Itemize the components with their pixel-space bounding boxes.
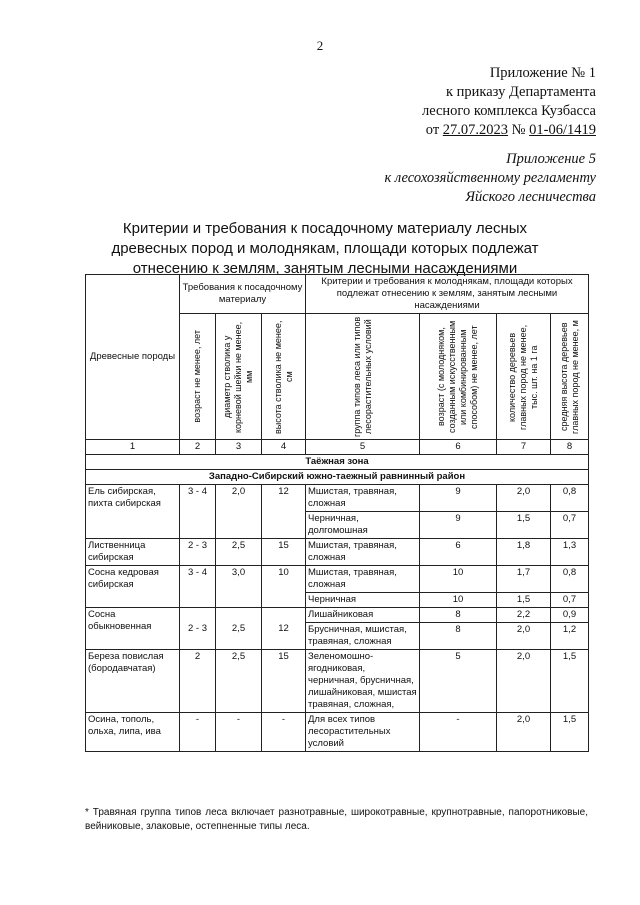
number-prefix: № — [508, 122, 530, 138]
header-avg-height: средняя высота деревьев главных пород не менее, м — [551, 314, 589, 440]
appendix-1-line1: Приложение № 1 — [489, 65, 596, 81]
table-row: Лиственница сибирская 2 - 3 2,5 15 Мшистая, травяная, сложная 6 1,8 1,3 — [86, 539, 589, 566]
header-tree-count: количество деревьев главных пород не менее, тыс. шт. на 1 га — [497, 314, 551, 440]
header-young-age: возраст (с молодняком, созданным искусственным или комбинированным способом) не менее, лет — [420, 314, 497, 440]
date-prefix: от — [425, 122, 443, 138]
table-row: Ель сибирская, пихта сибирская 3 - 4 2,0 12 Мшистая, травяная, сложная 9 2,0 0,8 — [86, 485, 589, 512]
column-numbers-row: 1 2 3 4 5 6 7 8 — [86, 440, 589, 455]
appendix-5-header — [384, 150, 596, 207]
table-row: Береза повислая (бородавчатая) 2 2,5 15 Зеленомошно-ягодниковая, черничная, брусничная, лишайниковая, мшистая травяная, сложная, 5 2,0 1,5 — [86, 650, 589, 713]
region-row: Западно-Сибирский южно-таежный равнинный район — [86, 470, 589, 485]
header-planting-material: Требования к посадочному материалу — [180, 275, 306, 314]
table-row: Осина, тополь, ольха, липа, ива - - - Для всех типов лесорастительных условий - 2,0 1,5 — [86, 713, 589, 752]
order-date: 27.07.2023 — [442, 122, 509, 138]
page-number: 2 — [316, 38, 324, 53]
order-number: 01-06/1419 — [529, 122, 596, 138]
title-line1: Критерии и требования к посадочному материалу лесных — [122, 220, 528, 237]
header-forest-type: группа типов леса или типов лесорастительных условий — [306, 314, 420, 440]
appendix-5-line1: Приложение 5 — [506, 151, 596, 167]
appendix-1-line3: лесного комплекса Кузбасса — [421, 103, 596, 119]
appendix-5-line2: к лесохозяйственному регламенту — [384, 170, 596, 186]
table-row: Сосна обыкновенная 2 - 3 2,5 12 Лишайниковая 8 2,2 0,9 — [86, 608, 589, 623]
header-height: высота стволика не менее, см — [262, 314, 306, 440]
zone-row: Таёжная зона — [86, 455, 589, 470]
table-row: Черничная 10 1,5 0,7 — [86, 593, 589, 608]
table-row: Брусничная, мшистая, травяная, сложная 8 2,0 1,2 — [86, 623, 589, 650]
appendix-1-line4 — [422, 121, 596, 140]
table-row: Сосна кедровая сибирская 3 - 4 3,0 10 Мшистая, травяная, сложная 10 1,7 0,8 — [86, 566, 589, 593]
appendix-1-line2: к приказу Департамента — [445, 84, 596, 100]
header-species: Древесные породы — [86, 275, 180, 440]
table-row: Черничная, долгомошная 9 1,5 0,7 — [86, 512, 589, 539]
footnote: * Травяная группа типов леса включает разнотравные, широкотравные, крупнотравные, папоротниковые, вейниковые, злаковые, остепненные типы леса. — [85, 807, 588, 832]
header-diameter: диаметр стволика у корневой шейки не менее, мм — [216, 314, 262, 440]
criteria-table — [85, 274, 589, 752]
appendix-1-header — [422, 64, 596, 140]
title-line2: древесных пород и молоднякам, площади которых подлежат — [111, 240, 539, 257]
header-age: возраст не менее, лет — [180, 314, 216, 440]
header-young-stands: Критерии и требования к молоднякам, площади которых подлежат отнесению к землям, занятым лесными насаждениями — [306, 275, 589, 314]
document-title — [90, 219, 560, 279]
appendix-5-line3: Яйского лесничества — [465, 189, 596, 205]
title-line3: отнесению к землям, занятым лесными насаждениями — [132, 260, 518, 277]
